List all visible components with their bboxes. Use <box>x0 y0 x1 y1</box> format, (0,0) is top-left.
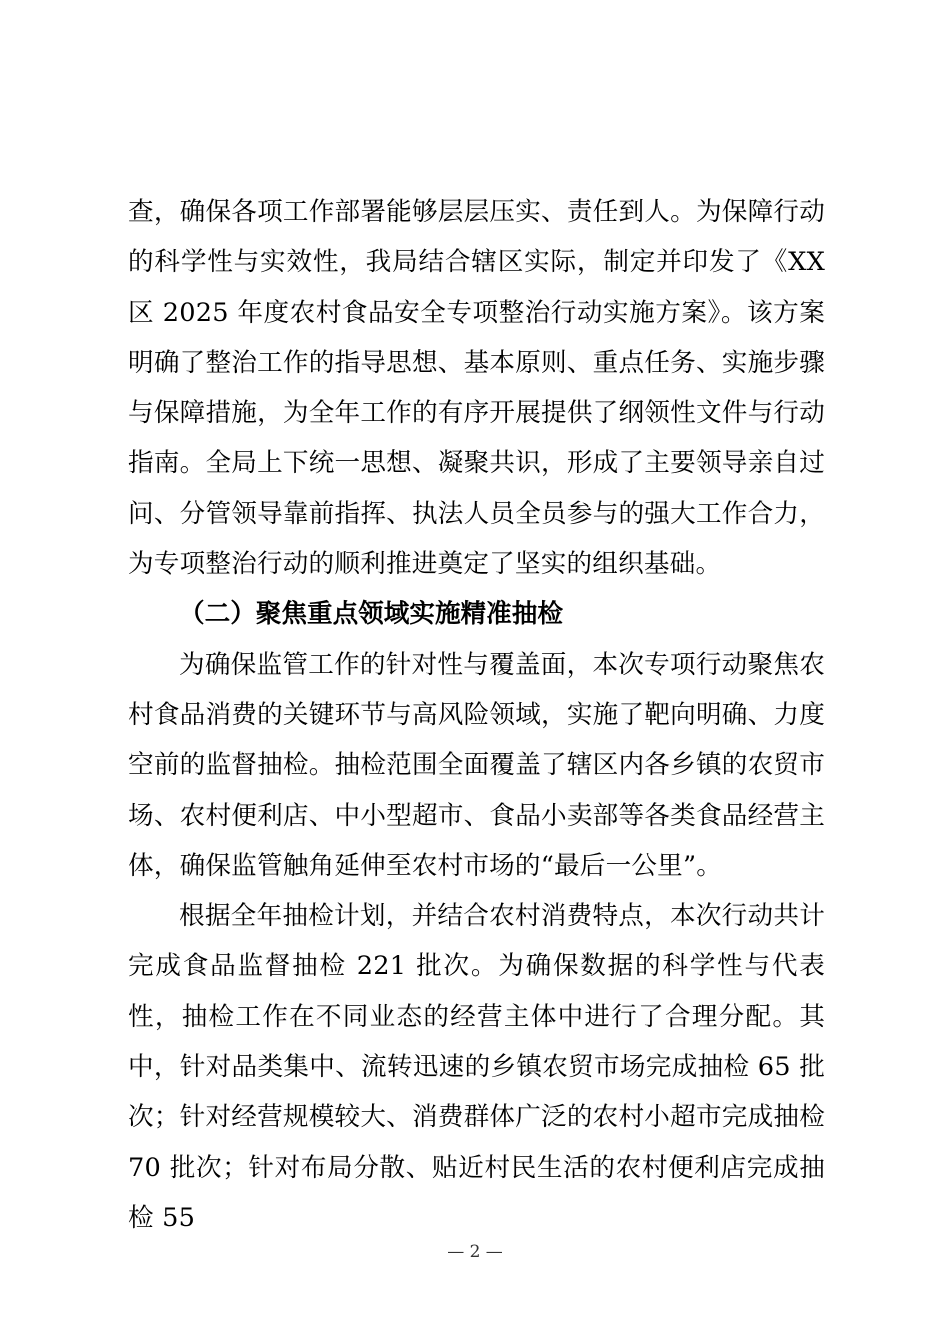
paragraph-sampling-scope: 为确保监管工作的针对性与覆盖面，本次专项行动聚焦农村食品消费的关键环节与高风险领域，实施了靶向明确、力度空前的监督抽检。抽检范围全面覆盖了辖区内各乡镇的农贸市场、农村便利店、中小型超市、食品小卖部等各类食品经营主体，确保监管触角延伸至农村市场的“最后一公里”。 <box>128 649 825 881</box>
paragraph-sampling-results: 根据全年抽检计划，并结合农村消费特点，本次行动共计完成食品监督抽检 221 批次。为确保数据的科学性与代表性，抽检工作在不同业态的经营主体中进行了合理分配。其中，针对品类集中、流转迅速的乡镇农贸市场完成抽检 65 批次；针对经营规模较大、消费群体广泛的农村小超市完成抽检 70 批次；针对布局分散、贴近村民生活的农村便利店完成抽检 55 <box>128 901 825 1233</box>
section-heading: （二）聚焦重点领域实施精准抽检 <box>179 599 563 630</box>
document-body <box>128 187 825 1243</box>
paragraph-continuation: 查，确保各项工作部署能够层层压实、责任到人。为保障行动的科学性与实效性，我局结合辖区实际，制定并印发了《XX区 2025 年度农村食品安全专项整治行动实施方案》。该方案明确了整治工作的指导思想、基本原则、重点任务、实施步骤与保障措施，为全年工作的有序开展提供了纲领性文件与行动指南。全局上下统一思想、凝聚共识，形成了主要领导亲自过问、分管领导靠前指挥、执法人员全员参与的强大工作合力，为专项整治行动的顺利推进奠定了坚实的组织基础。 <box>128 197 825 580</box>
page-number: — 2 — <box>447 1242 503 1262</box>
